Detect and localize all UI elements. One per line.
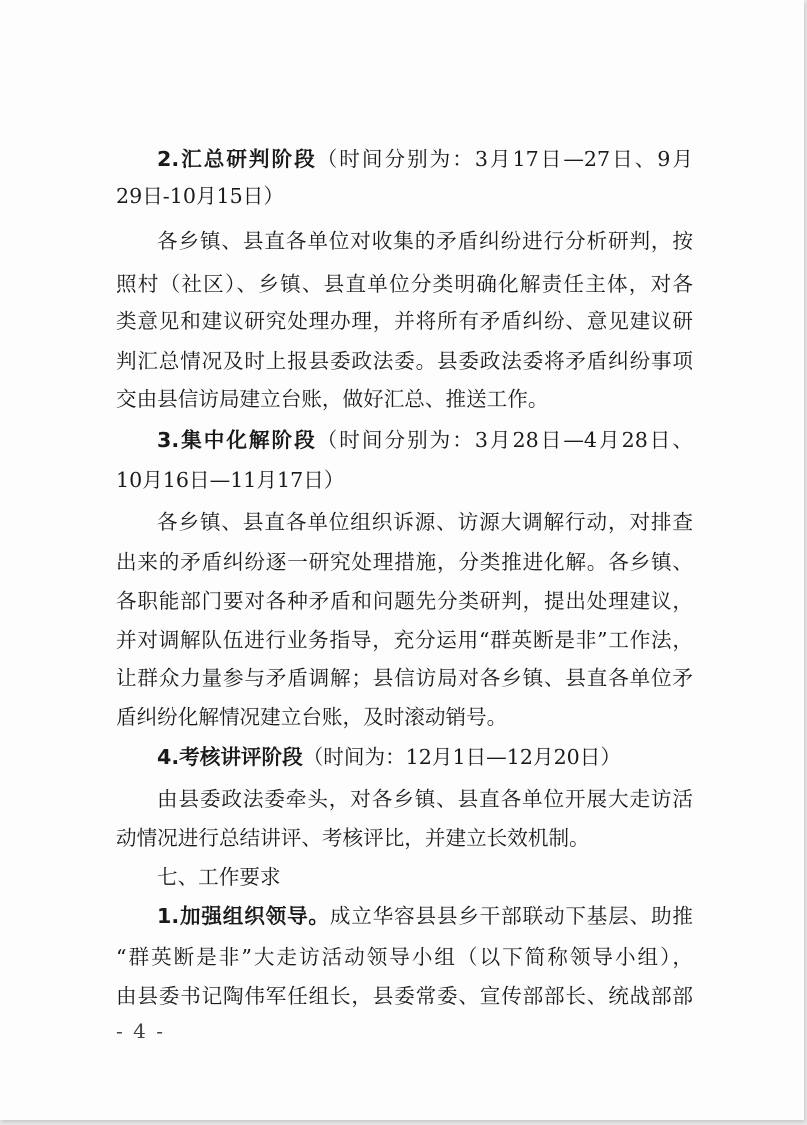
paragraph-line: “群英断是非”大走访活动领导小组（以下简称领导小组）， xyxy=(116,945,693,969)
requirement-1-title: 1.加强组织领导。 xyxy=(157,904,330,928)
requirement-1-text: 成立华容县县乡干部联动下基层、助推 xyxy=(329,904,693,928)
paragraph-line: 类意见和建议研究处理办理，并将所有矛盾纠纷、意见建议研 xyxy=(116,309,693,333)
stage-3-time: （时间分别为：3月28日—4月28日、 xyxy=(316,428,693,452)
stage-2-heading-continuation: 29日-10月15日） xyxy=(116,184,284,208)
paragraph-line: 各乡镇、县直各单位对收集的矛盾纠纷进行分析研判，按 xyxy=(157,229,693,253)
paragraph-line: 各职能部门要对各种矛盾和问题先分类研判，提出处理建议， xyxy=(116,589,693,613)
paragraph-line: 由县委政法委牵头，对各乡镇、县直各单位开展大走访活 xyxy=(157,787,693,811)
section-title-work-requirements: 七、工作要求 xyxy=(157,865,281,889)
stage-4-time: （时间为：12月1日—12月20日） xyxy=(302,745,621,769)
paragraph-line: 动情况进行总结讲评、考核评比，并建立长效机制。 xyxy=(116,826,590,850)
stage-2-time: （时间分别为：3月17日—27日、9月 xyxy=(316,147,693,171)
paragraph-line: 交由县信访局建立台账，做好汇总、推送工作。 xyxy=(116,387,549,411)
paragraph-line: 出来的矛盾纠纷逐一研究处理措施，分类推进化解。各乡镇、 xyxy=(116,550,693,574)
paragraph-line: 照村（社区）、乡镇、县直单位分类明确化解责任主体，对各 xyxy=(116,272,693,296)
stage-3-title: 3.集中化解阶段 xyxy=(157,428,317,452)
stage-2-title: 2.汇总研判阶段 xyxy=(157,147,317,171)
requirement-1-heading xyxy=(157,896,693,936)
stage-4-heading xyxy=(157,737,693,777)
stage-3-heading-continuation: 10月16日—11月17日） xyxy=(116,468,345,492)
paragraph-line: 盾纠纷化解情况建立台账，及时滚动销号。 xyxy=(116,705,508,729)
paragraph-line: 判汇总情况及时上报县委政法委。县委政法委将矛盾纠纷事项 xyxy=(116,349,693,373)
stage-3-heading xyxy=(157,420,693,460)
stage-2-heading xyxy=(157,139,693,179)
paragraph-line: 由县委书记陶伟军任组长，县委常委、宣传部部长、统战部部 xyxy=(116,984,693,1008)
paragraph-line: 并对调解队伍进行业务指导，充分运用“群英断是非”工作法， xyxy=(116,628,693,652)
paragraph-line: 各乡镇、县直各单位组织诉源、访源大调解行动，对排查 xyxy=(157,510,693,534)
page-number: - 4 - xyxy=(116,1019,165,1043)
stage-4-title: 4.考核讲评阶段 xyxy=(157,745,303,769)
paragraph-line: 让群众力量参与矛盾调解；县信访局对各乡镇、县直各单位矛 xyxy=(116,666,693,690)
